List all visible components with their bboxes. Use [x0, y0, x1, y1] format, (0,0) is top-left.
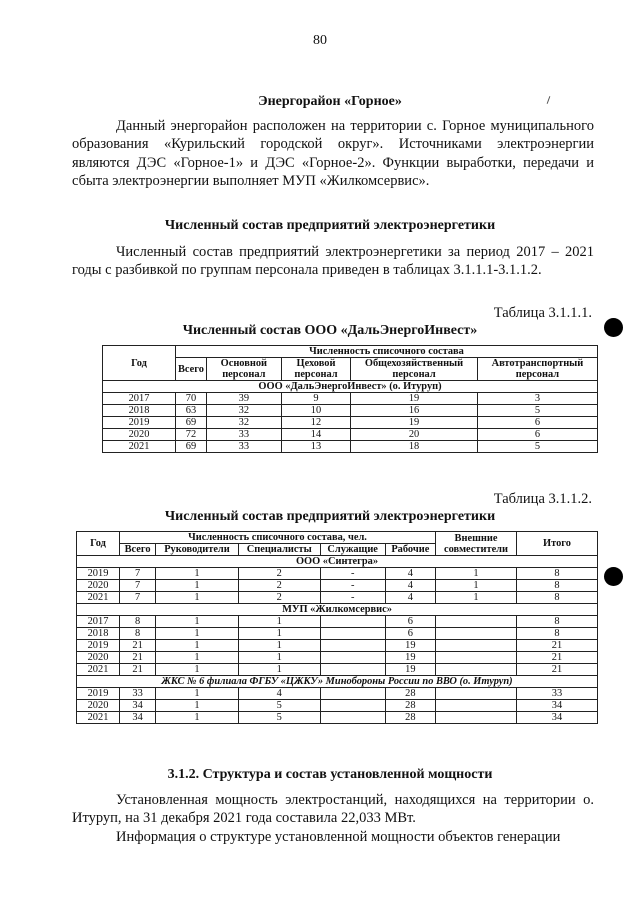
table-cell: 2021	[77, 592, 120, 604]
table2-header-external: Внешние совместители	[436, 532, 517, 556]
table1-header-year: Год	[103, 346, 176, 381]
table-cell	[320, 616, 385, 628]
table-cell	[320, 652, 385, 664]
table1-title: Численный состав ООО «ДальЭнергоИнвест»	[182, 323, 478, 338]
table-cell: 2018	[103, 405, 176, 417]
table-cell: 3	[477, 393, 597, 405]
table2-section: ЖКС № 6 филиала ФГБУ «ЦЖКУ» Минобороны России по ВВО (о. Итуруп)	[77, 676, 598, 688]
table-row	[103, 417, 598, 429]
table-cell: 2017	[77, 616, 120, 628]
table1-col-header: Общехозяйственный персонал	[351, 358, 478, 381]
table-cell: 2018	[77, 628, 120, 640]
paragraph-generation-text: Информация о структуре установленной мощности объектов генерации	[116, 829, 561, 845]
table-cell: 63	[176, 405, 207, 417]
table-cell: 21	[120, 652, 156, 664]
table-cell: 72	[176, 429, 207, 441]
table-cell: 6	[477, 429, 597, 441]
table-cell: 1	[156, 592, 239, 604]
table-cell: 1	[238, 628, 320, 640]
table-cell: 34	[120, 712, 156, 724]
table-cell: 2017	[103, 393, 176, 405]
table1-col-header: Всего	[176, 358, 207, 381]
table-cell: 1	[156, 688, 239, 700]
paragraph-capacity	[72, 791, 594, 828]
table-cell: 1	[436, 568, 517, 580]
table-cell	[436, 616, 517, 628]
table-cell: 7	[120, 580, 156, 592]
table-cell: 5	[238, 712, 320, 724]
table-cell: 14	[281, 429, 350, 441]
table-cell: 34	[120, 700, 156, 712]
table-row	[77, 628, 598, 640]
table-row	[77, 712, 598, 724]
table-cell: 6	[385, 616, 435, 628]
binder-hole	[604, 567, 623, 586]
table-cell: 1	[156, 700, 239, 712]
table-cell: 8	[517, 616, 598, 628]
table-cell: 5	[477, 405, 597, 417]
table-cell: 2021	[103, 441, 176, 453]
table-row	[77, 652, 598, 664]
table-cell: 1	[156, 616, 239, 628]
table-cell: 2021	[77, 664, 120, 676]
paragraph-gornoe-text: Данный энергорайон расположен на территории с. Горное муниципального образования «Курильский городской округ». Источниками электроэнергии являются ДЭС «Горное-1» и ДЭС «Горное-2». Функции выработки, передачи и сбыта электроэнергии выполняет МУП «Жилкомсервис».	[72, 118, 594, 190]
table-section-row	[77, 676, 598, 688]
table-cell: 1	[238, 664, 320, 676]
table-cell: 28	[385, 700, 435, 712]
table-cell: 10	[281, 405, 350, 417]
table-cell: 34	[517, 700, 598, 712]
table-cell: 2019	[103, 417, 176, 429]
table-cell: 2019	[77, 688, 120, 700]
table-cell: 69	[176, 441, 207, 453]
table-cell: 7	[120, 592, 156, 604]
table-cell: 2020	[77, 700, 120, 712]
table-section-row	[77, 556, 598, 568]
table-cell: 69	[176, 417, 207, 429]
table-cell: 2021	[77, 712, 120, 724]
table-row	[77, 580, 598, 592]
table-cell: 2	[238, 580, 320, 592]
table-cell: 13	[281, 441, 350, 453]
table-row	[77, 616, 598, 628]
table-cell: 32	[206, 405, 281, 417]
table-cell	[320, 664, 385, 676]
section-heading-capacity: 3.1.2. Структура и состав установленной мощности	[167, 767, 493, 782]
table-cell: 1	[436, 580, 517, 592]
table-cell: 8	[517, 580, 598, 592]
table-cell: 19	[385, 652, 435, 664]
table2	[76, 531, 598, 724]
table-row	[103, 441, 598, 453]
table-cell	[320, 712, 385, 724]
table-cell: 4	[385, 568, 435, 580]
table2-caption: Таблица 3.1.1.2.	[493, 491, 592, 507]
table-cell: 8	[120, 628, 156, 640]
table-cell: 1	[156, 580, 239, 592]
paragraph-gornoe	[72, 117, 594, 191]
table-cell: 33	[206, 441, 281, 453]
table-row	[103, 405, 598, 417]
table-cell: 16	[351, 405, 478, 417]
table-cell: 2	[238, 592, 320, 604]
table-cell: 7	[120, 568, 156, 580]
table1-col-header: Автотранспортный персонал	[477, 358, 597, 381]
table-cell	[436, 664, 517, 676]
table-cell: 1	[156, 652, 239, 664]
table-cell: 1	[436, 592, 517, 604]
table1-col-header: Цеховой персонал	[281, 358, 350, 381]
table-cell: 6	[385, 628, 435, 640]
table-cell: 2020	[77, 580, 120, 592]
table-cell	[436, 628, 517, 640]
table-cell: 2	[238, 568, 320, 580]
table2-col-header: Рабочие	[385, 544, 435, 556]
table-cell: 2020	[77, 652, 120, 664]
table2-header-group: Численность списочного состава, чел.	[120, 532, 436, 544]
table-cell: 8	[517, 568, 598, 580]
table-cell: 1	[238, 640, 320, 652]
table-cell: 8	[517, 592, 598, 604]
table-cell: 20	[351, 429, 478, 441]
table2-col-header: Служащие	[320, 544, 385, 556]
table1	[102, 345, 598, 453]
table-cell: 21	[120, 664, 156, 676]
table-row	[103, 429, 598, 441]
table1-caption: Таблица 3.1.1.1.	[493, 305, 592, 321]
table-cell	[436, 700, 517, 712]
table2-section: ООО «Синтегра»	[77, 556, 598, 568]
table-cell: 33	[120, 688, 156, 700]
table-cell: 9	[281, 393, 350, 405]
table-cell: -	[320, 580, 385, 592]
table-row	[77, 688, 598, 700]
table-cell: 39	[206, 393, 281, 405]
table-cell: 4	[385, 580, 435, 592]
paragraph-staff-text: Численный состав предприятий электроэнергетики за период 2017 – 2021 годы с разбивкой по группам персонала приведен в таблицах 3.1.1.1-3.1.1.2.	[72, 244, 594, 279]
table-cell: -	[320, 568, 385, 580]
table-cell: 70	[176, 393, 207, 405]
table-cell: 1	[156, 712, 239, 724]
table-cell: 1	[238, 616, 320, 628]
table2-section: МУП «Жилкомсервис»	[77, 604, 598, 616]
table-cell	[436, 640, 517, 652]
table-cell: 33	[206, 429, 281, 441]
table-cell: -	[320, 592, 385, 604]
table-cell	[320, 640, 385, 652]
table-cell	[436, 712, 517, 724]
table-cell: 1	[156, 628, 239, 640]
table-cell: 18	[351, 441, 478, 453]
table-cell: 1	[238, 652, 320, 664]
binder-hole	[604, 318, 623, 337]
table-cell: 32	[206, 417, 281, 429]
table-row	[77, 592, 598, 604]
table2-header-year: Год	[77, 532, 120, 556]
table-cell: 21	[120, 640, 156, 652]
table-cell: 28	[385, 688, 435, 700]
table-cell	[436, 652, 517, 664]
table-cell: 34	[517, 712, 598, 724]
table-section-row	[77, 604, 598, 616]
table-cell: 2019	[77, 640, 120, 652]
section-heading-staff: Численный состав предприятий электроэнергетики	[164, 218, 496, 233]
table-cell: 21	[517, 640, 598, 652]
table-cell	[320, 628, 385, 640]
table-cell: 5	[477, 441, 597, 453]
table-cell: 28	[385, 712, 435, 724]
section-heading-gornoe: Энергорайон «Горное»	[258, 94, 402, 109]
table-cell: 6	[477, 417, 597, 429]
table-cell: 4	[385, 592, 435, 604]
table-cell: 12	[281, 417, 350, 429]
table-cell: 8	[120, 616, 156, 628]
table-cell	[436, 688, 517, 700]
table2-title: Численный состав предприятий электроэнергетики	[164, 509, 496, 524]
table2-col-header: Всего	[120, 544, 156, 556]
table-cell: 1	[156, 664, 239, 676]
table-cell: 4	[238, 688, 320, 700]
table-cell: 5	[238, 700, 320, 712]
table-cell: 19	[351, 393, 478, 405]
table-cell: 1	[156, 568, 239, 580]
table-cell: 21	[517, 664, 598, 676]
table-cell: 2019	[77, 568, 120, 580]
paragraph-capacity-text: Установленная мощность электростанций, находящихся на территории о. Итуруп, на 31 декабря 2021 года составила 22,033 МВт.	[72, 792, 594, 827]
table-row	[77, 568, 598, 580]
table-row	[77, 700, 598, 712]
table-row	[103, 393, 598, 405]
table-cell: 21	[517, 652, 598, 664]
table2-col-header: Руководители	[156, 544, 239, 556]
table-cell	[320, 700, 385, 712]
paragraph-generation	[72, 828, 594, 846]
page-number: 80	[313, 33, 327, 48]
table-cell: 19	[351, 417, 478, 429]
table2-col-header: Специалисты	[238, 544, 320, 556]
table-cell	[320, 688, 385, 700]
table-cell: 33	[517, 688, 598, 700]
table-cell: 19	[385, 664, 435, 676]
table1-section: ООО «ДальЭнергоИнвест» (о. Итуруп)	[103, 381, 598, 393]
table-cell: 19	[385, 640, 435, 652]
table-cell: 2020	[103, 429, 176, 441]
table-cell: 8	[517, 628, 598, 640]
table-row	[77, 664, 598, 676]
paragraph-staff	[72, 243, 594, 280]
table1-col-header: Основной персонал	[206, 358, 281, 381]
table1-header-group: Численность списочного состава	[176, 346, 598, 358]
table-row	[77, 640, 598, 652]
table2-header-total: Итого	[517, 532, 598, 556]
table-cell: 1	[156, 640, 239, 652]
